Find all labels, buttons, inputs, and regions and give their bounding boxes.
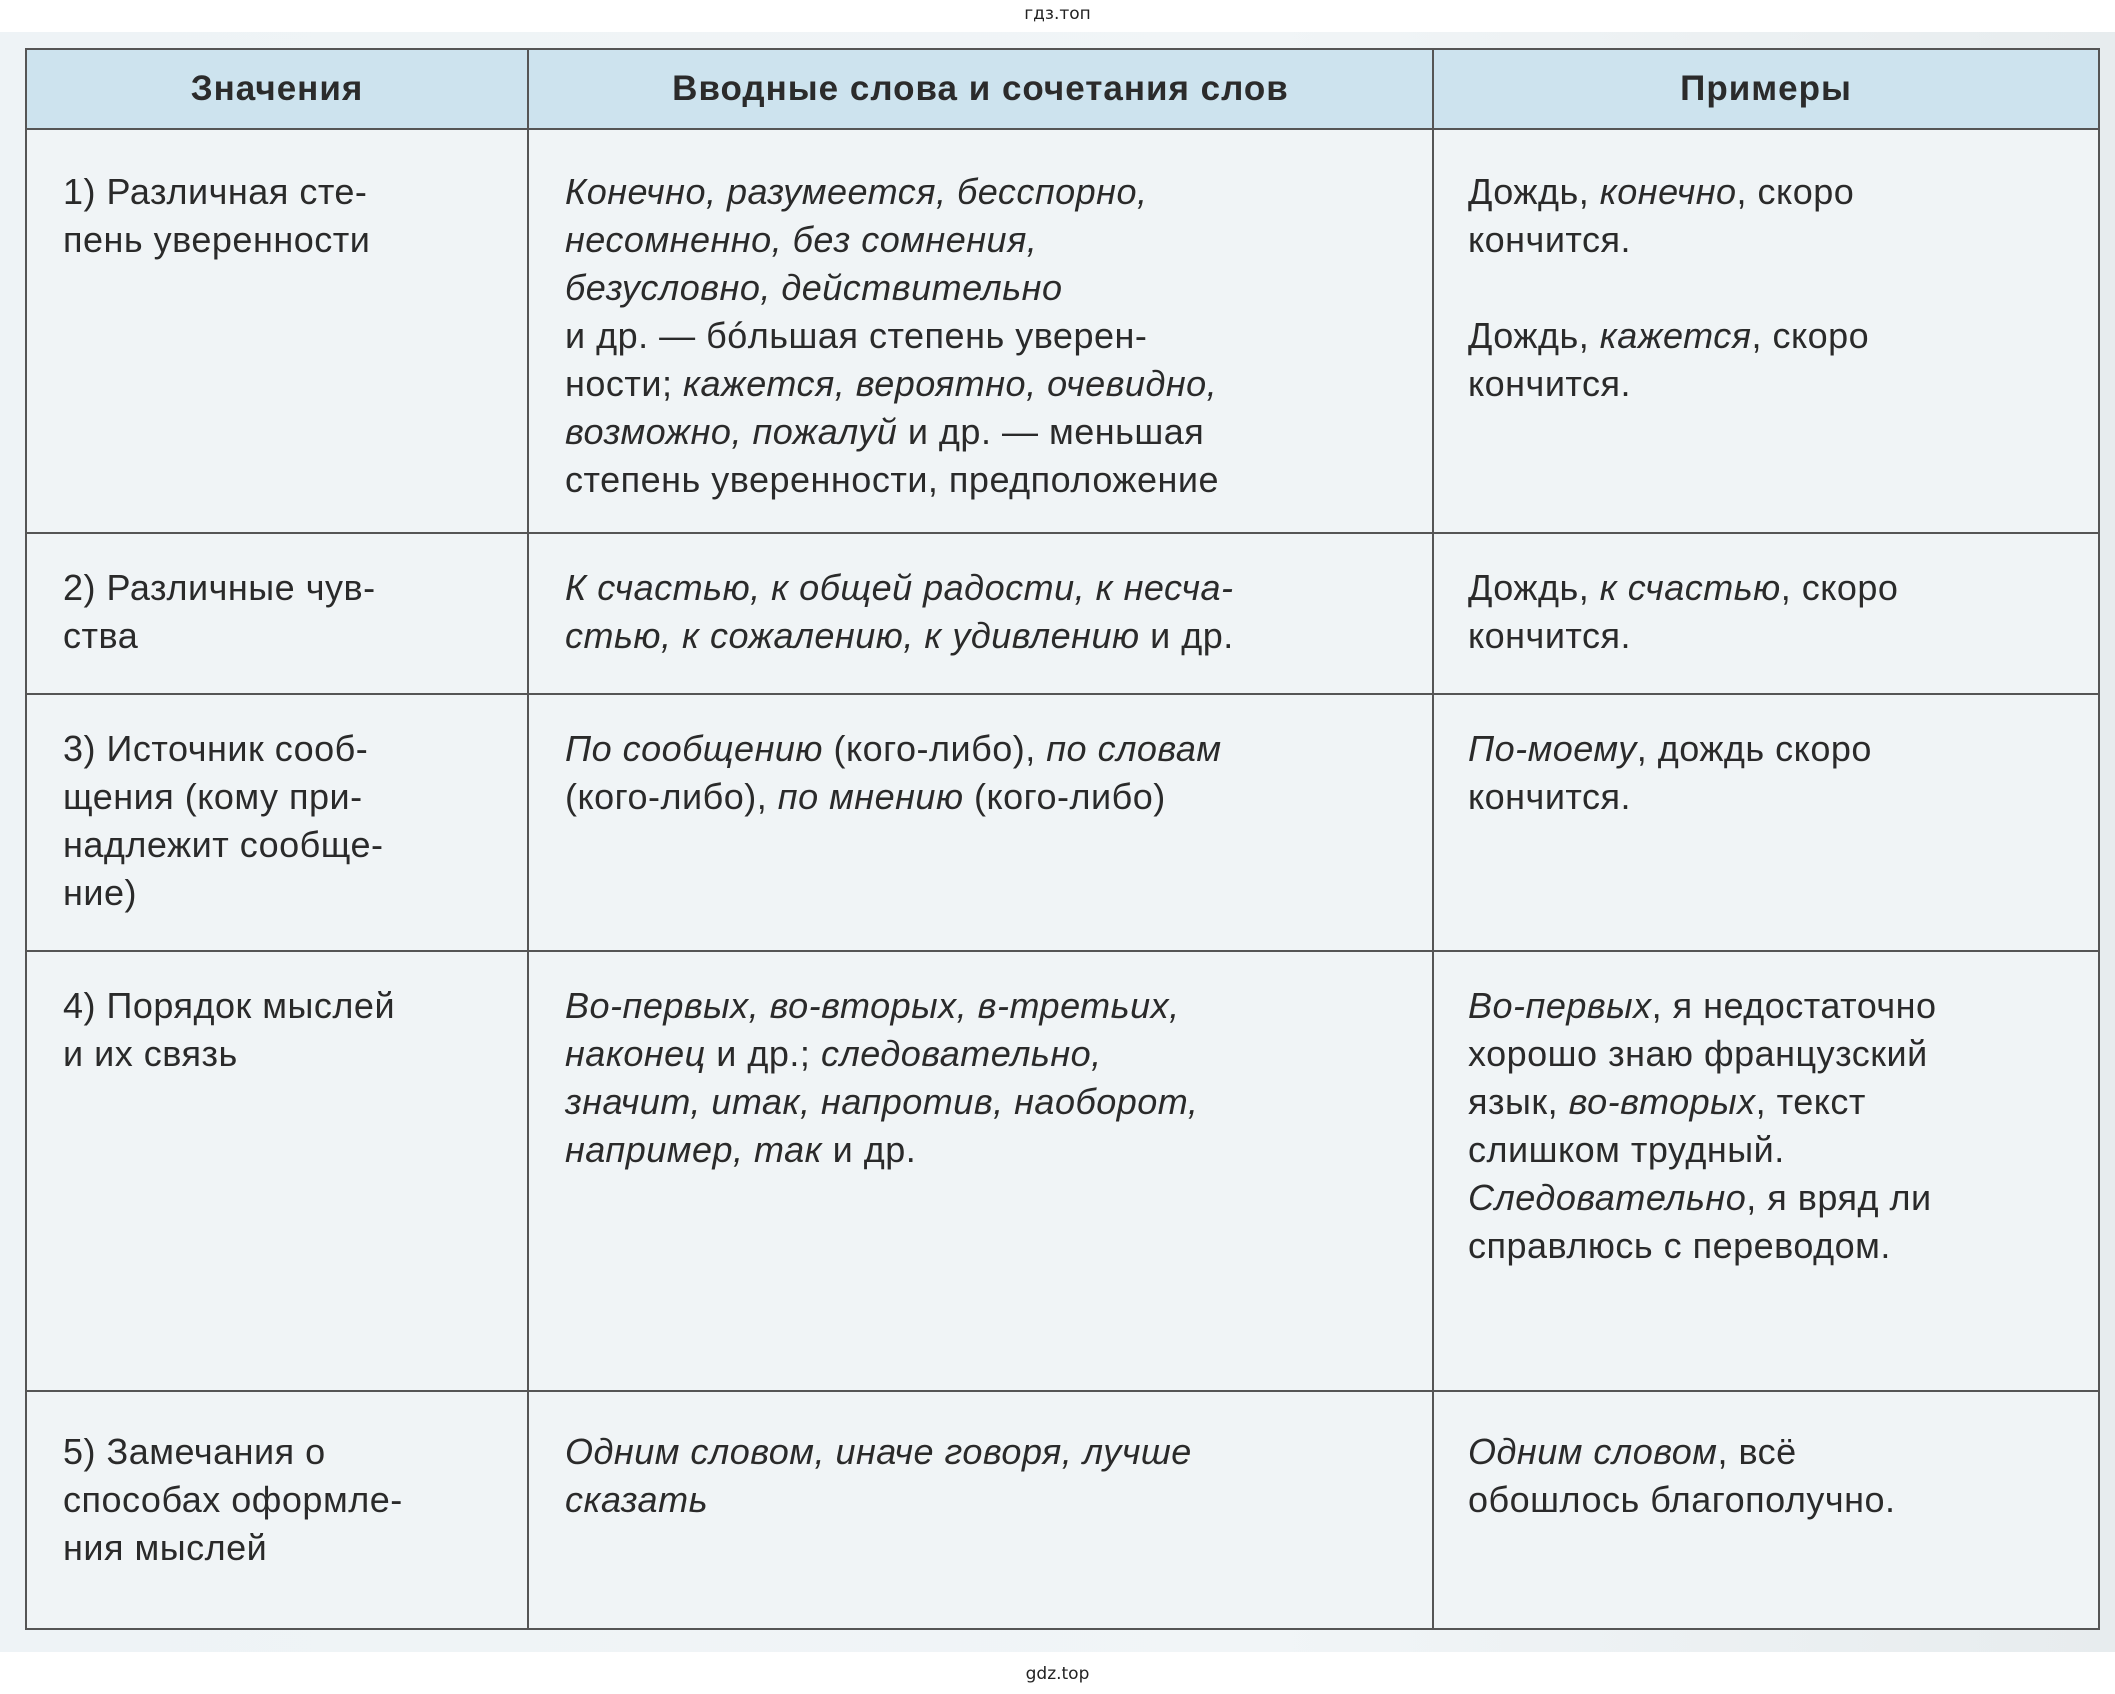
text-line (1468, 564, 2078, 612)
text-line (565, 216, 1412, 264)
text-line (1468, 1222, 2078, 1270)
text-line: ние) (63, 872, 137, 913)
text-fragment: , всё (1717, 1431, 1797, 1472)
meaning-cell (26, 533, 528, 694)
text-line: 5) Замечания о (63, 1431, 326, 1472)
text-line (565, 1126, 1412, 1174)
examples-cell (1433, 951, 2099, 1391)
text-line: 3) Источник сооб- (63, 728, 369, 769)
italic-fragment: Конечно, разумеется, бесспорно, (565, 171, 1148, 212)
italic-fragment: например, так (565, 1129, 823, 1170)
header-meaning: Значения (26, 49, 528, 129)
words-cell (528, 129, 1433, 533)
text-fragment: хорошо знаю французский (1468, 1033, 1928, 1074)
text-line (565, 1428, 1412, 1476)
examples-cell (1433, 694, 2099, 951)
italic-fragment: По сообщению (565, 728, 823, 769)
text-fragment: Дождь, (1468, 315, 1600, 356)
text-line (565, 773, 1412, 821)
text-line (1468, 168, 2078, 216)
text-line (565, 408, 1412, 456)
text-line (565, 564, 1412, 612)
italic-fragment: следовательно, (820, 1033, 1102, 1074)
text-fragment: кончится. (1468, 363, 1632, 404)
spacer (1468, 264, 2078, 312)
watermark-top: гдз.топ (1024, 4, 1091, 24)
words-cell (528, 533, 1433, 694)
text-fragment: (кого-либо), (565, 776, 778, 817)
text-line (1468, 1174, 2078, 1222)
meaning-cell (26, 694, 528, 951)
text-line: 2) Различные чув- (63, 567, 376, 608)
italic-fragment: кажется, вероятно, очевидно, (683, 363, 1218, 404)
italic-fragment: К счастью, к общей радости, к несча- (565, 567, 1234, 608)
italic-fragment: Во-первых, во-вторых, в-третьих, (565, 985, 1180, 1026)
text-fragment: справлюсь с переводом. (1468, 1225, 1891, 1266)
text-line (1468, 725, 2078, 773)
text-line: 4) Порядок мыслей (63, 985, 396, 1026)
examples-cell (1433, 533, 2099, 694)
text-line (1468, 360, 2078, 408)
text-fragment: и др. — меньшая (897, 411, 1205, 452)
introductory-words-table (25, 48, 2100, 1630)
words-cell (528, 1391, 1433, 1629)
italic-fragment: стью, к сожалению, к удивлению (565, 615, 1140, 656)
italic-fragment: По-моему (1468, 728, 1637, 769)
text-line (565, 456, 1412, 504)
text-fragment: кончится. (1468, 776, 1632, 817)
text-line: ния мыслей (63, 1527, 268, 1568)
table-row (26, 533, 2099, 694)
italic-fragment: кажется (1599, 315, 1752, 356)
words-cell (528, 694, 1433, 951)
text-line (1468, 1030, 2078, 1078)
text-fragment: Дождь, (1468, 567, 1600, 608)
examples-cell (1433, 1391, 2099, 1629)
text-line (1468, 612, 2078, 660)
text-line (565, 168, 1412, 216)
text-fragment: и др.; (705, 1033, 821, 1074)
meaning-cell (26, 129, 528, 533)
text-line (1468, 312, 2078, 360)
text-line (1468, 1078, 2078, 1126)
text-line: способах оформле- (63, 1479, 403, 1520)
text-fragment: ности; (565, 363, 684, 404)
text-line: ства (63, 615, 139, 656)
text-line (565, 1078, 1412, 1126)
text-fragment: , дождь скоро (1636, 728, 1872, 769)
text-fragment: , я недостаточно (1651, 985, 1937, 1026)
text-line (565, 1476, 1412, 1524)
text-line (565, 360, 1412, 408)
meaning-cell (26, 1391, 528, 1629)
text-line (565, 982, 1412, 1030)
italic-fragment: к счастью (1599, 567, 1781, 608)
italic-fragment: во-вторых (1568, 1081, 1756, 1122)
text-fragment: язык, (1468, 1081, 1569, 1122)
text-line (1468, 1428, 2078, 1476)
text-line (1468, 1476, 2078, 1524)
italic-fragment: наконец (565, 1033, 706, 1074)
text-line (1468, 773, 2078, 821)
text-fragment: и др. — бóльшая степень уверен- (565, 315, 1148, 356)
table-row (26, 129, 2099, 533)
italic-fragment: безусловно, действительно (565, 267, 1063, 308)
italic-fragment: сказать (565, 1479, 708, 1520)
italic-fragment: Одним словом, иначе говоря, лучше (565, 1431, 1192, 1472)
text-line (565, 612, 1412, 660)
text-fragment: и др. (1139, 615, 1234, 656)
textbook-page (0, 32, 2115, 1652)
text-line (1468, 216, 2078, 264)
text-fragment: слишком трудный. (1468, 1129, 1785, 1170)
words-cell (528, 951, 1433, 1391)
text-fragment: (кого-либо), (822, 728, 1047, 769)
text-line: и их связь (63, 1033, 238, 1074)
text-line (1468, 982, 2078, 1030)
italic-fragment: несомненно, без сомнения, (565, 219, 1038, 260)
text-fragment: , скоро (1780, 567, 1899, 608)
examples-cell (1433, 129, 2099, 533)
header-words: Вводные слова и сочетания слов (528, 49, 1433, 129)
text-fragment: , я вряд ли (1746, 1177, 1932, 1218)
italic-fragment: возможно, пожалуй (565, 411, 898, 452)
meaning-cell (26, 951, 528, 1391)
text-fragment: и др. (822, 1129, 917, 1170)
text-fragment: кончится. (1468, 219, 1632, 260)
table-row (26, 1391, 2099, 1629)
text-fragment: (кого-либо) (963, 776, 1166, 817)
italic-fragment: Следовательно (1468, 1177, 1747, 1218)
text-line (565, 1030, 1412, 1078)
text-line: пень уверенности (63, 219, 371, 260)
text-line (565, 264, 1412, 312)
italic-fragment: Одним словом (1468, 1431, 1718, 1472)
text-fragment: обошлось благополучно. (1468, 1479, 1896, 1520)
table-row (26, 951, 2099, 1391)
watermark-bottom: gdz.top (1025, 1664, 1090, 1684)
italic-fragment: конечно (1599, 171, 1737, 212)
text-fragment: Дождь, (1468, 171, 1600, 212)
italic-fragment: Во-первых (1468, 985, 1652, 1026)
text-line (565, 312, 1412, 360)
text-line: 1) Различная сте- (63, 171, 368, 212)
italic-fragment: по словам (1046, 728, 1222, 769)
italic-fragment: по мнению (777, 776, 964, 817)
text-line (1468, 1126, 2078, 1174)
text-line (565, 725, 1412, 773)
header-examples: Примеры (1433, 49, 2099, 129)
text-fragment: , скоро (1736, 171, 1855, 212)
text-fragment: степень уверенности, предположение (565, 459, 1220, 500)
table-row (26, 694, 2099, 951)
text-fragment: , текст (1755, 1081, 1866, 1122)
text-fragment: , скоро (1751, 315, 1870, 356)
italic-fragment: значит, итак, напротив, наоборот, (565, 1081, 1199, 1122)
text-line: надлежит сообще- (63, 824, 384, 865)
text-fragment: кончится. (1468, 615, 1632, 656)
table-header-row (26, 49, 2099, 129)
text-line: щения (кому при- (63, 776, 363, 817)
